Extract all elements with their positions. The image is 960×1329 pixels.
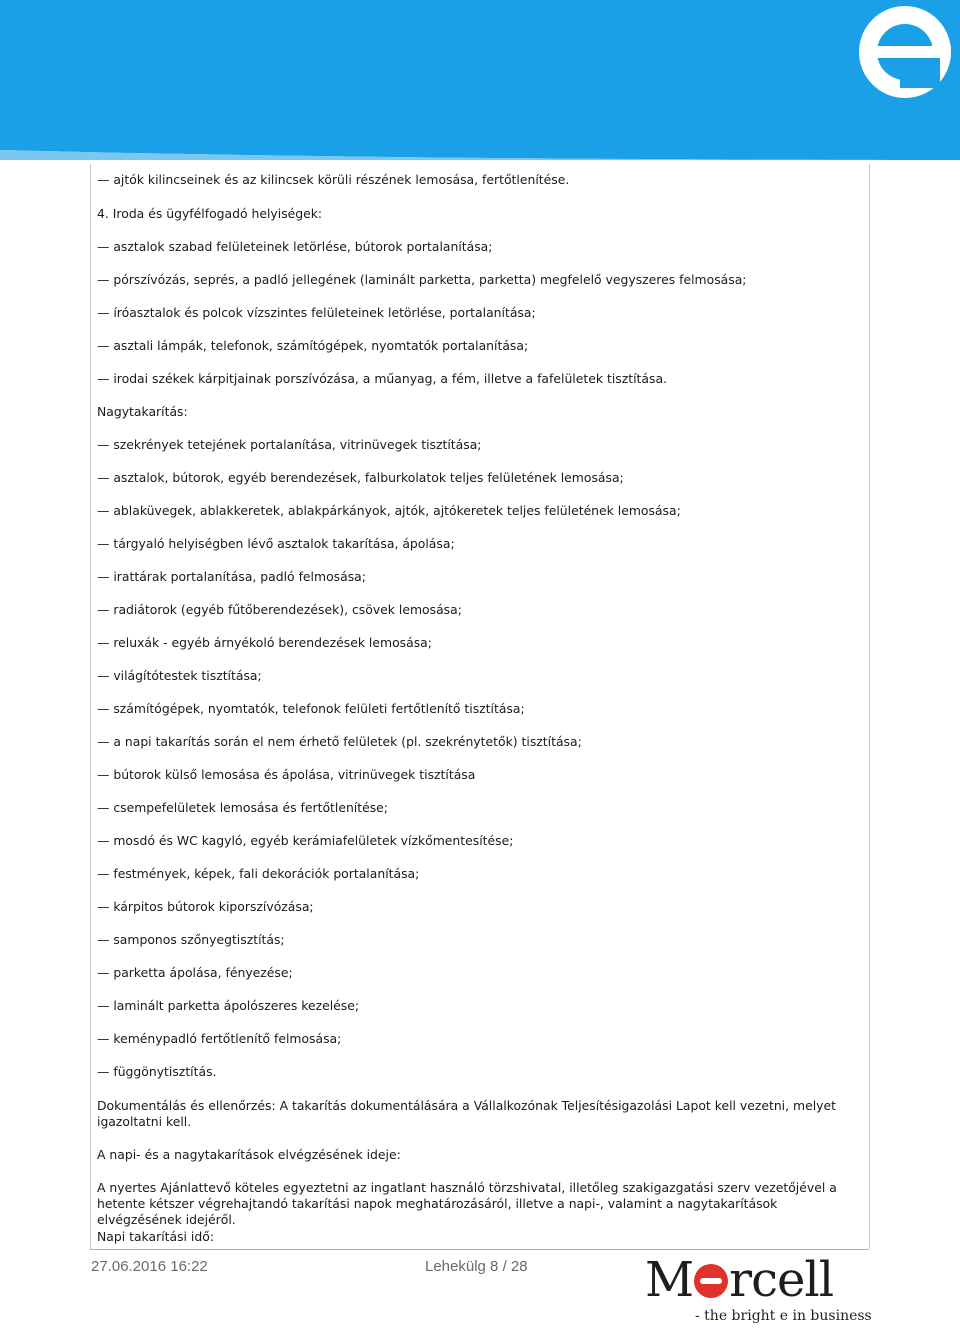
banner-graphic <box>0 0 960 160</box>
list-item: — függönytisztítás. <box>97 1064 216 1080</box>
list-item: — asztali lámpák, telefonok, számítógépek, nyomtatók portalanítása; <box>97 338 528 354</box>
list-item: — bútorok külső lemosása és ápolása, vitrinüvegek tisztítása <box>97 767 475 783</box>
documentation-paragraph: Dokumentálás és ellenőrzés: A takarítás dokumentálására a Vállalkozónak Teljesítésigazolási Lapot kell vezetni, melyet igazoltatni kell. <box>97 1098 836 1129</box>
banner-e-logo-icon <box>859 6 951 98</box>
logo-text-end: rcell <box>729 1252 834 1308</box>
list-item: — radiátorok (egyéb fűtőberendezések), csövek lemosása; <box>97 602 462 618</box>
list-item: — a napi takarítás során el nem érhető felületek (pl. szekrénytetők) tisztítása; <box>97 734 582 750</box>
company-logo <box>645 1252 875 1329</box>
footer-date: 27.06.2016 16:22 <box>91 1258 208 1275</box>
page-number: Lehekülg 8 / 28 <box>425 1258 528 1275</box>
logo-e-icon <box>694 1264 728 1298</box>
list-item: — ablaküvegek, ablakkeretek, ablakpárkányok, ajtók, ajtókeretek teljes felületének lemosása; <box>97 503 681 519</box>
schedule-heading: A napi- és a nagytakarítások elvégzésének ideje: <box>97 1147 401 1162</box>
section-heading: Nagytakarítás: <box>97 404 188 419</box>
logo-text-start: M <box>645 1252 694 1308</box>
list-item: — világítótestek tisztítása; <box>97 668 262 684</box>
list-item: — kárpitos bútorok kiporszívózása; <box>97 899 314 915</box>
list-item: — szekrények tetejének portalanítása, vitrinüvegek tisztítása; <box>97 437 481 453</box>
list-item: — irattárak portalanítása, padló felmosása; <box>97 569 366 585</box>
list-item: — samponos szőnyegtisztítás; <box>97 932 285 948</box>
list-item: — íróasztalok és polcok vízszintes felületeinek letörlése, portalanítása; <box>97 305 536 321</box>
logo-wordmark <box>645 1252 833 1308</box>
footer-divider <box>90 1249 869 1250</box>
list-item: — csempefelületek lemosása és fertőtlenítése; <box>97 800 388 816</box>
list-item: — irodai székek kárpitjainak porszívózása, a műanyag, a fém, illetve a fafelületek tisztítása. <box>97 371 667 387</box>
list-item: — asztalok, bútorok, egyéb berendezések, falburkolatok teljes felületének lemosása; <box>97 470 624 486</box>
header-banner <box>0 0 960 160</box>
list-item: — festmények, képek, fali dekorációk portalanítása; <box>97 866 419 882</box>
section-heading: 4. Iroda és ügyfélfogadó helyiségek: <box>97 206 323 221</box>
list-item: — mosdó és WC kagyló, egyéb kerámiafelületek vízkőmentesítése; <box>97 833 513 849</box>
list-item: — parketta ápolása, fényezése; <box>97 965 293 981</box>
list-item: — számítógépek, nyomtatók, telefonok felületi fertőtlenítő tisztítása; <box>97 701 525 717</box>
list-item: — tárgyaló helyiségben lévő asztalok takarítása, ápolása; <box>97 536 455 552</box>
list-item: — reluxák - egyéb árnyékoló berendezések lemosása; <box>97 635 432 651</box>
schedule-paragraph: A nyertes Ajánlattevő köteles egyeztetni az ingatlant használó törzshivatal, illetőleg szakigazgatási szerv vezetőjével a hetente kétszer végrehajtandó takarítási napok meghatározásáról, illetve a napi-, valamint a nagytakarítások elvégzésének idejéről. <box>97 1180 837 1227</box>
list-item: — asztalok szabad felületeinek letörlése, bútorok portalanítása; <box>97 239 492 255</box>
list-item: — keménypadló fertőtlenítő felmosása; <box>97 1031 341 1047</box>
daily-cleaning-time-label: Napi takarítási idő: <box>97 1229 214 1244</box>
list-item: — pórszívózás, seprés, a padló jellegének (laminált parketta, parketta) megfelelő vegyszeres felmosása; <box>97 272 746 288</box>
logo-tagline: - the bright e in business <box>695 1308 872 1324</box>
list-item: — ajtók kilincseinek és az kilincsek körüli részének lemosása, fertőtlenítése. <box>97 172 569 188</box>
list-item: — laminált parketta ápolószeres kezelése; <box>97 998 359 1014</box>
